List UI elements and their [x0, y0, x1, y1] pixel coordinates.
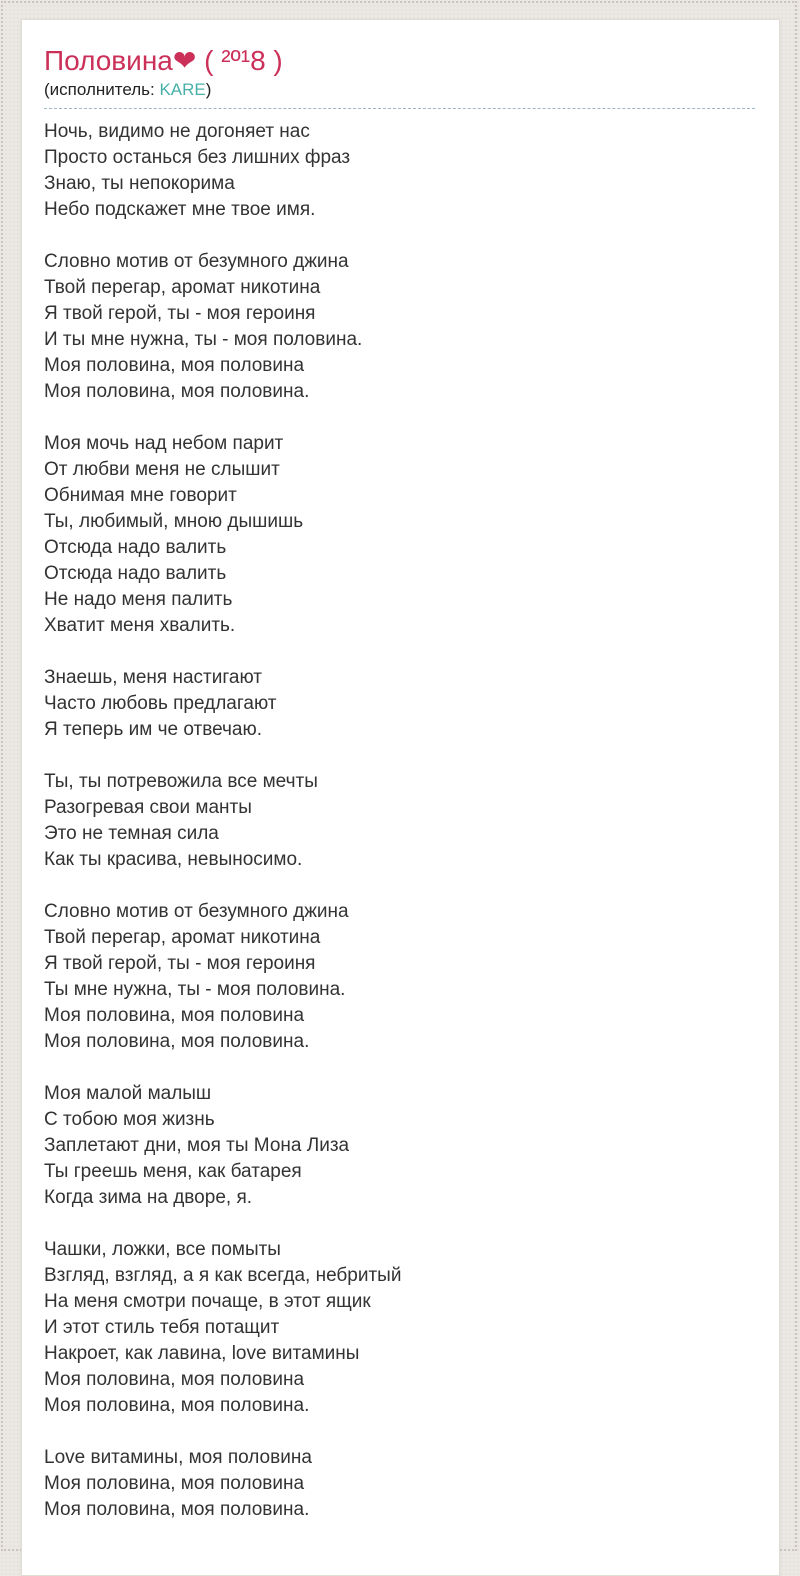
- lyric-line: И этот стиль тебя потащит: [44, 1317, 280, 1338]
- lyric-line: Моя малой малыш: [44, 1083, 212, 1104]
- lyric-line: Я твой герой, ты - моя героиня: [44, 953, 316, 974]
- lyric-line: Моя половина, моя половина: [44, 355, 305, 376]
- stanza: [44, 249, 755, 405]
- lyric-line: Твой перегар, аромат никотина: [44, 277, 321, 298]
- lyric-line: Когда зима на дворе, я.: [44, 1187, 253, 1208]
- stanza: [44, 899, 755, 1055]
- lyric-line: Разогревая свои манты: [44, 797, 252, 818]
- lyric-line: Love витамины, моя половина: [44, 1447, 312, 1468]
- lyric-line: Моя мочь над небом парит: [44, 433, 284, 454]
- lyric-line: Моя половина, моя половина.: [44, 1499, 310, 1520]
- lyric-line: Небо подскажет мне твое имя.: [44, 199, 316, 220]
- lyric-line: Моя половина, моя половина.: [44, 1395, 310, 1416]
- page-title: Половина❤ ( ²º¹8 ): [44, 45, 283, 76]
- stanza: [44, 769, 755, 873]
- lyric-line: Отсюда надо валить: [44, 537, 227, 558]
- lyric-line: Ночь, видимо не догоняет нас: [44, 121, 310, 142]
- lyric-line: Обнимая мне говорит: [44, 485, 237, 506]
- lyric-line: Твой перегар, аромат никотина: [44, 927, 321, 948]
- lyric-line: Моя половина, моя половина.: [44, 381, 310, 402]
- lyric-line: Я теперь им че отвечаю.: [44, 719, 263, 740]
- lyric-line: Ты, ты потревожила все мечты: [44, 771, 318, 792]
- lyric-line: Моя половина, моя половина.: [44, 1031, 310, 1052]
- lyric-line: Ты мне нужна, ты - моя половина.: [44, 979, 346, 1000]
- stanza: [44, 665, 755, 743]
- lyric-line: Как ты красива, невыносимо.: [44, 849, 303, 870]
- stanza: [44, 119, 755, 223]
- stanza: [44, 1237, 755, 1419]
- lyric-line: Просто останься без лишних фраз: [44, 147, 351, 168]
- lyric-line: Чашки, ложки, все помыты: [44, 1239, 281, 1260]
- artist-link[interactable]: KARE: [159, 80, 206, 99]
- lyric-line: Хватит меня хвалить.: [44, 615, 236, 636]
- lyric-line: Знаю, ты непокорима: [44, 173, 235, 194]
- content-card: [21, 19, 780, 1576]
- lyric-line: Заплетают дни, моя ты Мона Лиза: [44, 1135, 350, 1156]
- lyric-line: На меня смотри почаще, в этот ящик: [44, 1291, 371, 1312]
- lyric-line: Моя половина, моя половина: [44, 1473, 305, 1494]
- lyric-line: Часто любовь предлагают: [44, 693, 277, 714]
- lyric-line: Знаешь, меня настигают: [44, 667, 262, 688]
- lyric-line: Накроет, как лавина, love витамины: [44, 1343, 360, 1364]
- lyric-line: Словно мотив от безумного джина: [44, 901, 349, 922]
- lyric-line: От любви меня не слышит: [44, 459, 280, 480]
- lyric-line: Словно мотив от безумного джина: [44, 251, 349, 272]
- stanza: [44, 1081, 755, 1211]
- stanza: [44, 1445, 755, 1523]
- lyric-line: И ты мне нужна, ты - моя половина.: [44, 329, 363, 350]
- stanza: [44, 431, 755, 639]
- artist-label: (исполнитель:: [44, 80, 160, 99]
- lyric-line: Моя половина, моя половина: [44, 1369, 305, 1390]
- artist-label-suffix: ): [205, 80, 212, 99]
- lyric-line: Отсюда надо валить: [44, 563, 227, 584]
- lyrics: [44, 119, 755, 1523]
- lyric-line: Взгляд, взгляд, а я как всегда, небритый: [44, 1265, 402, 1286]
- lyric-line: Моя половина, моя половина: [44, 1005, 305, 1026]
- lyric-line: С тобою моя жизнь: [44, 1109, 215, 1130]
- lyric-line: Это не темная сила: [44, 823, 219, 844]
- lyric-line: Не надо меня палить: [44, 589, 233, 610]
- lyric-line: Я твой герой, ты - моя героиня: [44, 303, 316, 324]
- artist-line: [44, 80, 755, 109]
- lyric-line: Ты греешь меня, как батарея: [44, 1161, 302, 1182]
- lyric-line: Ты, любимый, мною дышишь: [44, 511, 304, 532]
